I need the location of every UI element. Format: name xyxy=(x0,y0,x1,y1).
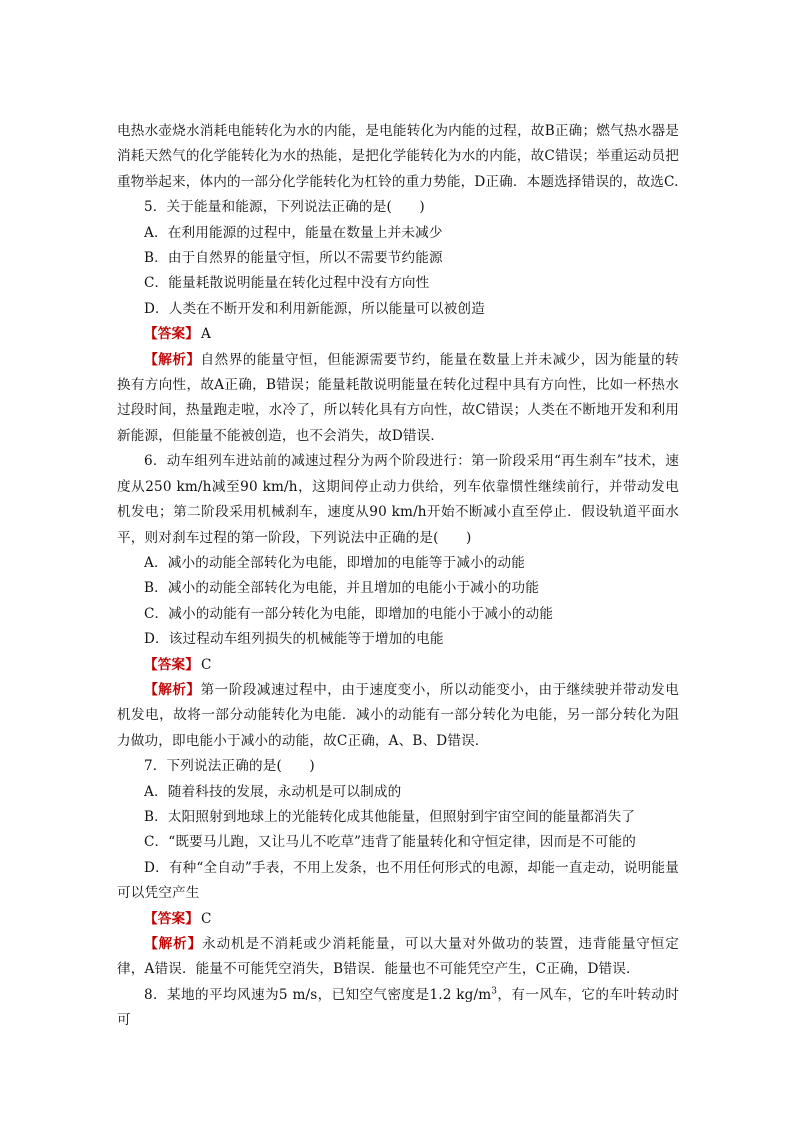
analysis-paragraph xyxy=(117,678,679,754)
intro-paragraph: 电热水壶烧水消耗电能转化为水的内能，是电能转化为内能的过程，故B正确；燃气热水器是消耗天然气的化学能转化为水的热能，是把化学能转化为水的内能，故C错误；举重运动员把重物举起来，体内的一部分化学能转化为杠铃的重力势能，D正确．本题选择错误的，故选C. xyxy=(117,123,679,190)
option-d: D．有种“全自动”手表，不用上发条，也不用任何形式的电源，却能一直走动，说明能量可以凭空产生 xyxy=(117,859,679,902)
question-5 xyxy=(117,195,679,449)
question-stem: 7．下列说法正确的是( ) xyxy=(144,758,315,775)
option-b: B．太阳照射到地球上的光能转化成其他能量，但照射到宇宙空间的能量都消失了 xyxy=(144,808,636,825)
answer-label: 【答案】 xyxy=(144,656,199,673)
question-8-superscript: 3 xyxy=(491,986,498,997)
document-page xyxy=(117,119,679,1034)
option-a: A．减小的动能全部转化为电能，即增加的电能等于减小的动能 xyxy=(144,554,526,571)
option-b: B．减小的动能全部转化为电能，并且增加的电能小于减小的功能 xyxy=(144,580,539,597)
answer-line xyxy=(117,322,679,347)
question-7 xyxy=(117,754,679,983)
option-d: D．人类在不断开发和利用新能源，所以能量可以被创造 xyxy=(144,300,485,317)
answer-line xyxy=(117,907,679,932)
option-c: C．“既要马儿跑，又让马儿不吃草”违背了能量转化和守恒定律，因而是不可能的 xyxy=(144,834,637,851)
analysis-text: 永动机是不消耗或少消耗能量，可以大量对外做功的装置，违背能量守恒定律，A错误．能量不可能凭空消失，B错误．能量也不可能凭空产生，C正确，D错误． xyxy=(117,936,679,978)
question-stem: 5．关于能量和能源，下列说法正确的是( ) xyxy=(144,199,425,216)
option-c: C．能量耗散说明能量在转化过程中没有方向性 xyxy=(144,275,430,292)
analysis-text: 第一阶段减速过程中，由于速度变小，所以动能变小，由于继续驶并带动发电机发电，故将一部分动能转化为电能．减小的动能有一部分转化为电能，另一部分转化为阻力做功，即电能小于减小的动能，故C正确，A、B、D错误． xyxy=(117,681,679,749)
option-a: A．随着科技的发展，永动机是可以制成的 xyxy=(144,783,402,800)
option-d: D．该过程动车组列损失的机械能等于增加的电能 xyxy=(144,631,444,648)
question-8-stem xyxy=(117,983,679,1034)
answer-value: C xyxy=(200,656,212,673)
answer-value: A xyxy=(200,326,211,343)
analysis-text: 自然界的能量守恒，但能源需要节约，能量在数量上并未减少，因为能量的转换有方向性，故A正确，B错误；能量耗散说明能量在转化过程中具有方向性，比如一杯热水过段时间，热量跑走啦，水冷了，所以转化具有方向性，故C错误；人类在不断地开发和利用新能源，但能量不能被创造，也不会消失，故D错误． xyxy=(117,351,679,444)
option-a: A．在利用能源的过程中，能量在数量上并未减少 xyxy=(144,224,443,241)
question-8-text-after: ，有一风车，它的车叶转动时可 xyxy=(117,986,680,1029)
analysis-paragraph xyxy=(117,932,679,983)
analysis-label: 【解析】 xyxy=(144,351,201,368)
answer-line xyxy=(117,653,679,678)
answer-label: 【答案】 xyxy=(144,910,199,927)
answer-value: C xyxy=(200,910,212,927)
analysis-label: 【解析】 xyxy=(144,936,203,952)
question-6 xyxy=(117,449,679,754)
question-8-text-before: 8．某地的平均风速为5 m/s，已知空气密度是1.2 kg/m xyxy=(144,986,492,1003)
analysis-label: 【解析】 xyxy=(144,681,201,698)
option-b: B．由于自然界的能量守恒，所以不需要节约能源 xyxy=(144,250,443,267)
question-stem: 6．动车组列车进站前的减速过程分为两个阶段进行：第一阶段采用“再生刹车”技术，速度从250 km/h减至90 km/h，这期间停止动力供给，列车依靠惯性继续前行，并带动发电机发电；第二阶段采用机械刹车，速度从90 km/h开始不断减小直至停止．假设轨道平面水平，则对刹车过程的第一阶段，下列说法中正确的是( ) xyxy=(117,453,679,546)
analysis-paragraph xyxy=(117,348,679,450)
answer-label: 【答案】 xyxy=(144,326,199,343)
option-c: C．减小的动能有一部分转化为电能，即增加的电能小于减小的动能 xyxy=(144,605,554,622)
